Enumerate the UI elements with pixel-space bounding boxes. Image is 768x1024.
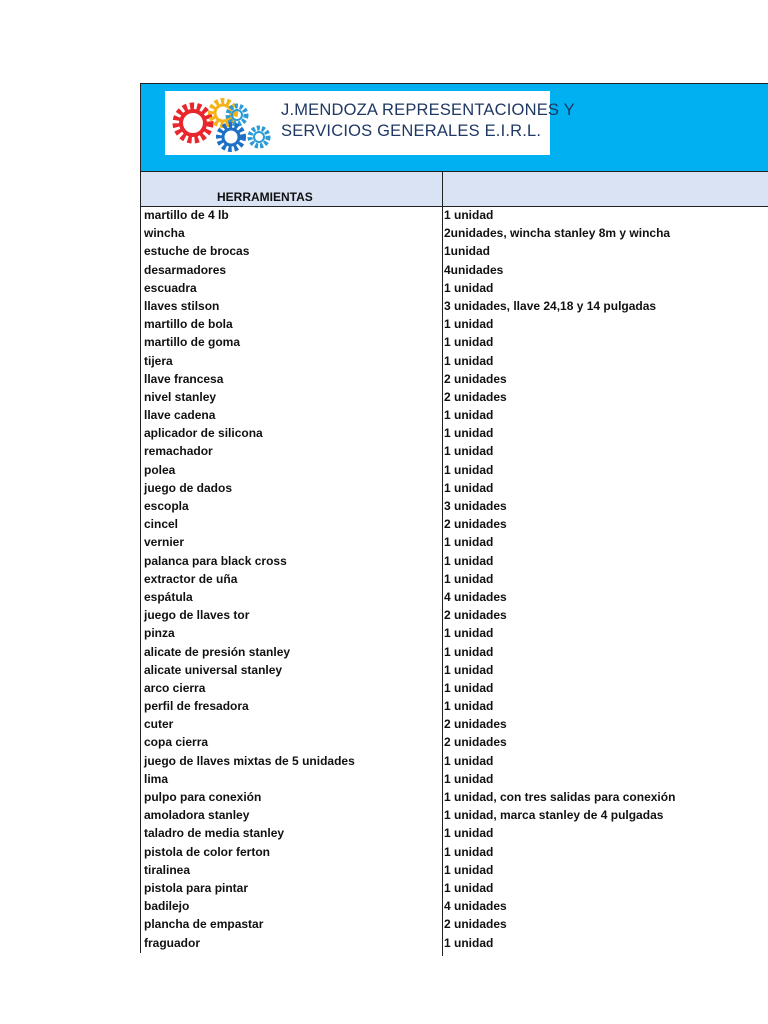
quantity-cell: 1 unidad — [444, 208, 494, 222]
table-row — [141, 353, 768, 371]
table-row — [141, 480, 768, 498]
tool-name-cell: estuche de brocas — [144, 244, 250, 259]
quantity-cell: 1 unidad — [444, 644, 494, 659]
tool-name-cell: nivel stanley — [144, 389, 217, 404]
quantity-cell: 2 unidades — [444, 608, 507, 623]
table-body — [140, 207, 768, 953]
tool-name-cell: cuter — [144, 717, 174, 732]
tool-name-cell: llave francesa — [144, 371, 224, 386]
quantity-cell: 2 unidades — [444, 917, 507, 932]
quantity-cell: 4unidades — [444, 262, 504, 277]
header-label-tools: HERRAMIENTAS — [217, 190, 313, 204]
table-row — [141, 425, 768, 443]
tool-name-cell: copa cierra — [144, 735, 209, 750]
table-row — [141, 753, 768, 771]
quantity-cell: 1 unidad — [444, 462, 494, 477]
table-row — [141, 607, 768, 625]
quantity-cell: 1 unidad — [444, 408, 494, 423]
table-row — [141, 807, 768, 825]
tool-name-cell: alicate universal stanley — [144, 662, 283, 677]
quantity-cell: 1 unidad — [444, 771, 494, 786]
quantity-cell: 1 unidad — [444, 935, 494, 950]
tool-name-cell: martillo de 4 lb — [144, 208, 229, 222]
tool-name-cell: juego de dados — [144, 480, 233, 495]
table-row — [141, 844, 768, 862]
quantity-cell: 1 unidad — [444, 335, 494, 350]
table-row — [141, 698, 768, 716]
quantity-cell: 1 unidad — [444, 862, 494, 877]
company-name-line1: J.MENDOZA REPRESENTACIONES Y — [281, 101, 575, 119]
quantity-cell: 1 unidad — [444, 480, 494, 495]
tool-name-cell: polea — [144, 462, 176, 477]
tool-name-cell: pulpo para conexión — [144, 790, 262, 804]
table-row — [141, 789, 768, 807]
table-row — [141, 407, 768, 425]
company-logo — [165, 91, 575, 155]
tool-name-cell: fraguador — [144, 935, 201, 950]
tool-name-cell: desarmadores — [144, 262, 227, 277]
quantity-cell: 1 unidad — [444, 662, 494, 677]
quantity-cell: 2 unidades — [444, 735, 507, 750]
table-header-row — [140, 171, 768, 207]
quantity-cell: 1 unidad — [444, 426, 494, 441]
table-row — [141, 716, 768, 734]
tool-name-cell: martillo de goma — [144, 335, 241, 350]
table-row — [141, 589, 768, 607]
quantity-cell: 1 unidad, marca stanley de 4 pulgadas — [444, 808, 664, 823]
table-row — [141, 443, 768, 461]
table-row — [141, 935, 768, 953]
tool-name-cell: juego de llaves tor — [144, 608, 250, 623]
spreadsheet — [140, 83, 768, 956]
quantity-cell: 1 unidad — [444, 753, 494, 768]
quantity-cell: 1 unidad — [444, 699, 494, 714]
quantity-cell: 2 unidades — [444, 371, 507, 386]
tool-name-cell: tijera — [144, 353, 173, 368]
quantity-cell: 4 unidades — [444, 899, 507, 914]
quantity-cell: 1 unidad — [444, 880, 494, 895]
tool-name-cell: palanca para black cross — [144, 553, 287, 568]
table-row — [141, 298, 768, 316]
quantity-cell: 1 unidad — [444, 826, 494, 841]
table-row — [141, 771, 768, 789]
table-row — [141, 625, 768, 643]
table-row — [141, 225, 768, 243]
table-row — [141, 644, 768, 662]
table-row — [141, 334, 768, 352]
tool-name-cell: badilejo — [144, 899, 190, 914]
quantity-cell: 2 unidades — [444, 517, 507, 532]
company-name — [281, 100, 575, 142]
tool-name-cell: pistola de color ferton — [144, 844, 271, 859]
quantity-cell: 1 unidad — [444, 535, 494, 550]
company-name-line2: SERVICIOS GENERALES E.I.R.L. — [281, 122, 542, 140]
header-cell-tools — [141, 172, 443, 206]
tool-name-cell: plancha de empastar — [144, 917, 264, 932]
tool-name-cell: vernier — [144, 535, 185, 550]
tool-name-cell: alicate de presión stanley — [144, 644, 291, 659]
gears-logo-icon — [171, 95, 271, 153]
table-row — [141, 389, 768, 407]
quantity-cell: 1 unidad, con tres salidas para conexión — [444, 790, 676, 804]
table-row — [141, 498, 768, 516]
tool-name-cell: escopla — [144, 499, 189, 513]
quantity-cell: 1 unidad — [444, 317, 494, 332]
quantity-cell: 1 unidad — [444, 444, 494, 459]
quantity-cell: 1unidad — [444, 244, 491, 259]
table-row — [141, 734, 768, 752]
quantity-cell: 1 unidad — [444, 553, 494, 568]
tool-name-cell: amoladora stanley — [144, 808, 250, 823]
table-row — [141, 898, 768, 916]
tool-name-cell: extractor de uña — [144, 571, 238, 586]
quantity-cell: 1 unidad — [444, 571, 494, 586]
tool-name-cell: llave cadena — [144, 408, 216, 423]
quantity-cell: 4 unidades — [444, 589, 507, 604]
table-row — [141, 371, 768, 389]
quantity-cell: 3 unidades — [444, 499, 507, 513]
quantity-cell: 1 unidad — [444, 626, 494, 641]
tool-name-cell: llaves stilson — [144, 298, 220, 313]
table-row — [141, 462, 768, 480]
quantity-cell: 1 unidad — [444, 844, 494, 859]
tool-name-cell: lima — [144, 771, 169, 786]
tool-name-cell: aplicador de silicona — [144, 426, 263, 441]
table-row — [141, 662, 768, 680]
tool-name-cell: taladro de media stanley — [144, 826, 285, 841]
tool-name-cell: pinza — [144, 626, 175, 641]
tool-name-cell: arco cierra — [144, 680, 206, 695]
table-row — [141, 880, 768, 898]
table-row — [141, 534, 768, 552]
quantity-cell: 3 unidades, llave 24,18 y 14 pulgadas — [444, 298, 657, 313]
table-row — [141, 280, 768, 298]
table-row — [141, 553, 768, 571]
tool-name-cell: pistola para pintar — [144, 880, 249, 895]
table-row — [141, 825, 768, 843]
tool-name-cell: juego de llaves mixtas de 5 unidades — [144, 753, 355, 768]
tool-name-cell: perfil de fresadora — [144, 699, 249, 714]
table-row — [141, 680, 768, 698]
tool-name-cell: tiralinea — [144, 862, 191, 877]
tool-name-cell: cincel — [144, 517, 179, 532]
tool-name-cell: remachador — [144, 444, 213, 459]
table-row — [141, 243, 768, 261]
tool-name-cell: wincha — [144, 226, 185, 241]
table-row — [141, 207, 768, 225]
quantity-cell: 1 unidad — [444, 680, 494, 695]
table-row — [141, 916, 768, 934]
quantity-cell: 1 unidad — [444, 280, 494, 295]
quantity-cell: 2 unidades — [444, 717, 507, 732]
company-banner — [140, 83, 768, 171]
table-row — [141, 571, 768, 589]
quantity-cell: 2 unidades — [444, 389, 507, 404]
table-row — [141, 516, 768, 534]
quantity-cell: 2unidades, wincha stanley 8m y wincha — [444, 226, 671, 241]
tool-name-cell: martillo de bola — [144, 317, 233, 332]
table-row — [141, 862, 768, 880]
table-row — [141, 316, 768, 334]
tool-name-cell: espátula — [144, 589, 193, 604]
quantity-cell: 1 unidad — [444, 353, 494, 368]
tool-name-cell: escuadra — [144, 280, 197, 295]
table-row — [141, 262, 768, 280]
